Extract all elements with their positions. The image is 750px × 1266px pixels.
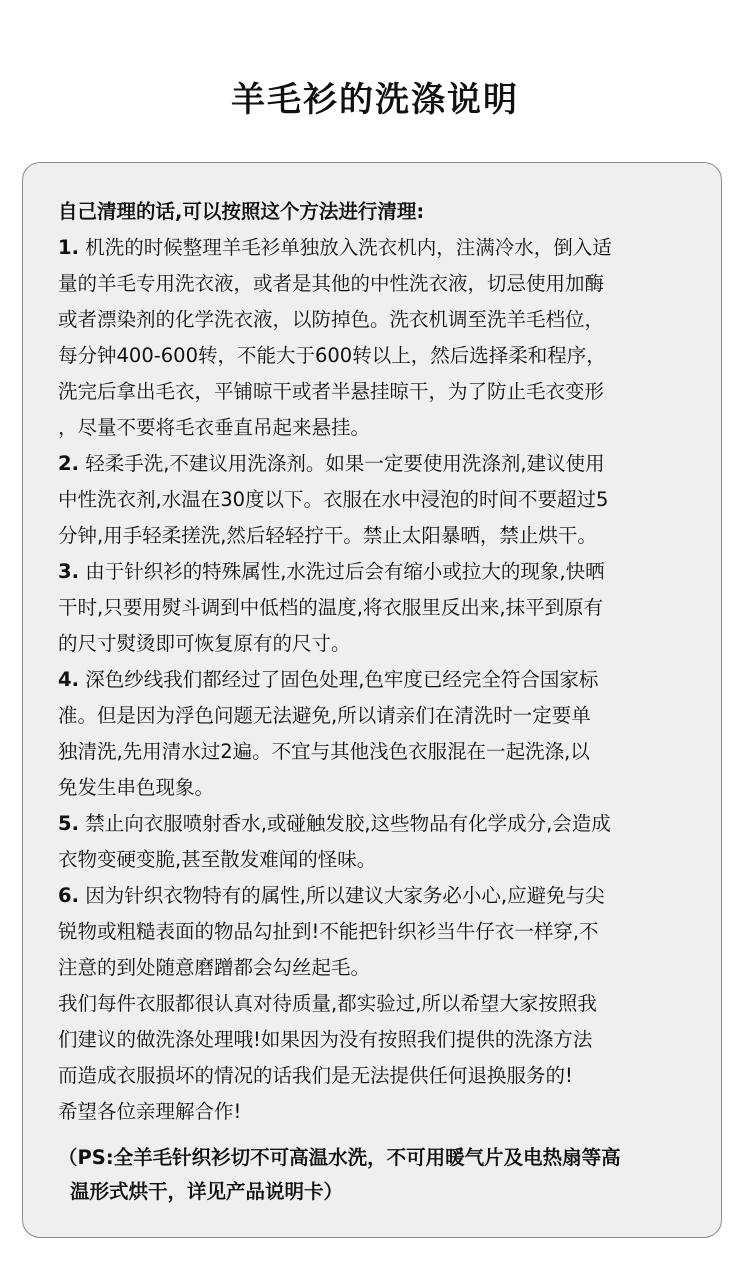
- item-line: 独清洗,先用清水过2遍。不宜与其他浅色衣服混在一起洗涤,以: [58, 740, 590, 763]
- closing-line: 们建议的做洗涤处理哦!如果因为没有按照我们提供的洗涤方法: [58, 1028, 593, 1051]
- item-line: 由于针织衫的特殊属性,水洗过后会有缩小或拉大的现象,快晒: [85, 560, 605, 583]
- item-line: 注意的到处随意磨蹭都会勾丝起毛。: [58, 956, 371, 979]
- item-number: 6.: [58, 884, 79, 907]
- item-line: 干时,只要用熨斗调到中低档的温度,将衣服里反出来,抹平到原有: [58, 596, 604, 619]
- item-line: 分钟,用手轻柔搓洗,然后轻轻拧干。禁止太阳暴晒，禁止烘干。: [58, 524, 597, 547]
- item-number: 2.: [58, 452, 79, 475]
- item-line: 免发生串色现象。: [58, 776, 215, 799]
- item-line: 衣物变硬变脆,甚至散发难闻的怪味。: [58, 848, 377, 871]
- instruction-item-4: [58, 662, 698, 806]
- instruction-item-5: [58, 806, 698, 878]
- item-line: 每分钟400-600转，不能大于600转以上，然后选择柔和程序，: [58, 344, 606, 367]
- instruction-item-3: [58, 554, 698, 662]
- item-number: 3.: [58, 560, 79, 583]
- item-line: 或者漂染剂的化学洗衣液，以防掉色。洗衣机调至洗羊毛档位，: [58, 308, 605, 331]
- item-line: 的尺寸熨烫即可恢复原有的尺寸。: [58, 632, 351, 655]
- page-title: 羊毛衫的洗涤说明: [231, 80, 519, 120]
- ps-note: [58, 1141, 708, 1209]
- item-line: 锐物或粗糙表面的物品勾扯到!不能把针织衫当牛仔衣一样穿,不: [58, 920, 599, 943]
- item-line: 机洗的时候整理羊毛衫单独放入洗衣机内，注满冷水，倒入适: [85, 236, 612, 259]
- item-line: 轻柔手洗,不建议用洗涤剂。如果一定要使用洗涤剂,建议使用: [85, 452, 605, 475]
- item-line: 准。但是因为浮色问题无法避免,所以请亲们在清洗时一定要单: [58, 704, 591, 727]
- intro-text: 自己清理的话,可以按照这个方法进行清理:: [58, 200, 425, 223]
- closing-paragraph: [58, 986, 698, 1130]
- ps-line: 温形式烘干，详见产品说明卡）: [70, 1180, 344, 1203]
- instruction-item-6: [58, 878, 698, 986]
- ps-line: （PS:全羊毛针织衫切不可高温水洗，不可用暖气片及电热扇等高: [58, 1146, 621, 1169]
- item-line: 量的羊毛专用洗衣液，或者是其他的中性洗衣液，切忌使用加酶: [58, 272, 605, 295]
- item-line: 深色纱线我们都经过了固色处理,色牢度已经完全符合国家标: [85, 668, 599, 691]
- closing-line: 而造成衣服损坏的情况的话我们是无法提供任何退换服务的!: [58, 1064, 573, 1087]
- closing-line: 我们每件衣服都很认真对待质量,都实验过,所以希望大家按照我: [58, 992, 597, 1015]
- instruction-item-2: [58, 446, 698, 554]
- item-number: 1.: [58, 236, 79, 259]
- item-number: 5.: [58, 812, 79, 835]
- item-line: 因为针织衣物特有的属性,所以建议大家务必小心,应避免与尖: [85, 884, 605, 907]
- item-line: ，尽量不要将毛衣垂直吊起来悬挂。: [58, 416, 371, 439]
- closing-line: 希望各位亲理解合作!: [58, 1100, 242, 1123]
- item-line: 中性洗衣剂,水温在30度以下。衣服在水中浸泡的时间不要超过5: [58, 488, 609, 511]
- item-line: 洗完后拿出毛衣，平铺晾干或者半悬挂晾干，为了防止毛衣变形: [58, 380, 605, 403]
- item-line: 禁止向衣服喷射香水,或碰触发胶,这些物品有化学成分,会造成: [85, 812, 611, 835]
- item-number: 4.: [58, 668, 79, 691]
- instruction-item-1: [58, 230, 698, 446]
- instructions-content: [58, 194, 698, 1130]
